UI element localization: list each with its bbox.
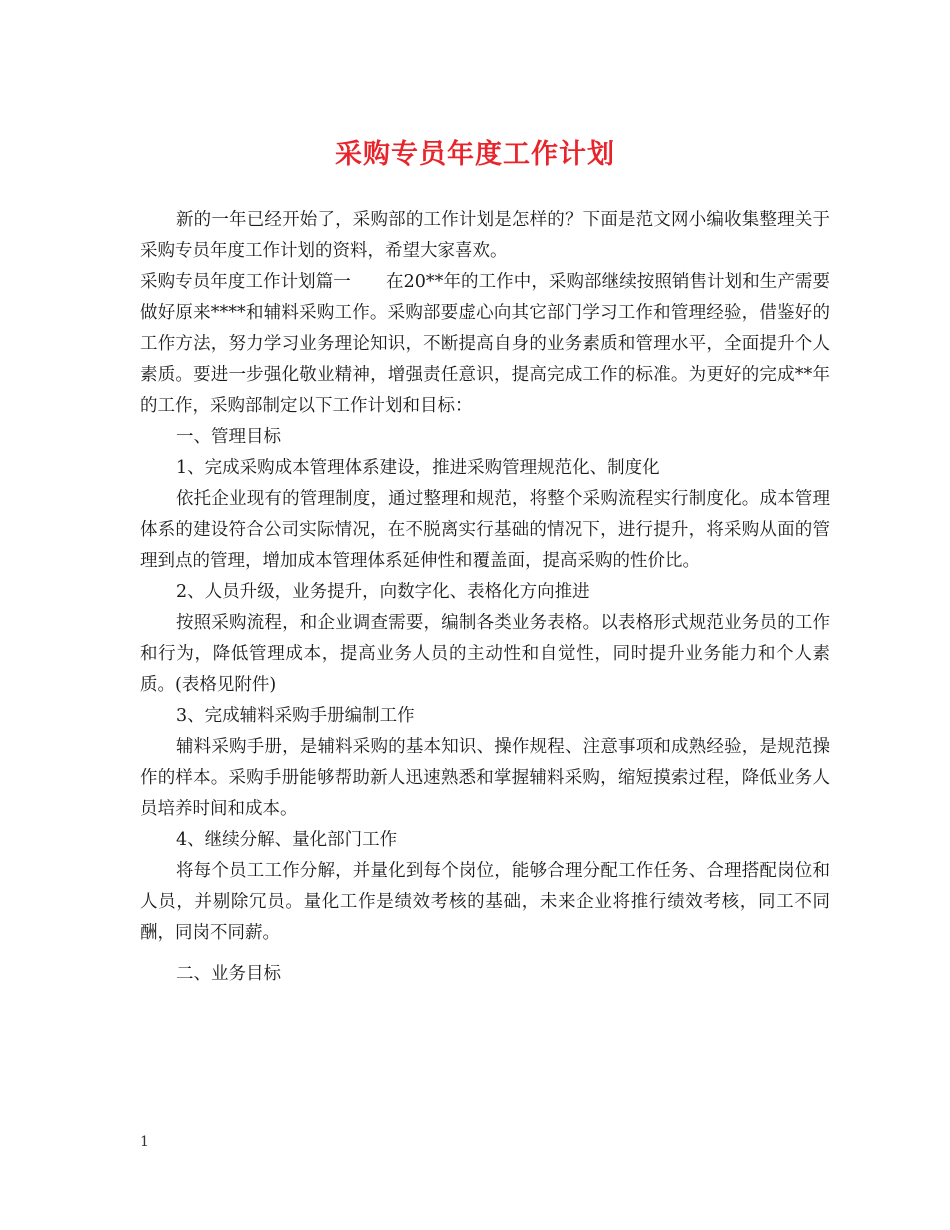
- page-number: 1: [140, 1134, 149, 1150]
- item-body-1: 依托企业现有的管理制度，通过整理和规范，将整个采购流程实行制度化。成本管理体系的建设符合公司实际情况，在不脱离实行基础的情况下，进行提升，将采购从面的管理到点的管理，增加成本管理体系延伸性和覆盖面，提高采购的性价比。: [140, 489, 830, 571]
- item-heading-4: 4、继续分解、量化部门工作: [176, 830, 398, 850]
- section-heading-management-goals: 一、管理目标: [176, 427, 281, 447]
- item-body-3: 辅料采购手册，是辅料采购的基本知识、操作规程、注意事项和成熟经验，是规范操作的样本。采购手册能够帮助新人迅速熟悉和掌握辅料采购，缩短摸索过程，降低业务人员培养时间和成本。: [140, 737, 830, 819]
- item-heading-3: 3、完成辅料采购手册编制工作: [176, 706, 415, 726]
- plan-intro-paragraph: 采购专员年度工作计划篇一 在20**年的工作中，采购部继续按照销售计划和生产需要做好原来****和辅料采购工作。采购部要虚心向其它部门学习工作和管理经验，借鉴好的工作方法，努力学习业务理论知识，不断提高自身的业务素质和管理水平，全面提升个人素质。要进一步强化敬业精神，增强责任意识，提高完成工作的标准。为更好的完成**年的工作，采购部制定以下工作计划和目标：: [140, 272, 830, 416]
- item-body-2: 按照采购流程，和企业调查需要，编制各类业务表格。以表格形式规范业务员的工作和行为，降低管理成本，提高业务人员的主动性和自觉性，同时提升业务能力和个人素质。(表格见附件): [140, 613, 830, 695]
- item-heading-1: 1、完成采购成本管理体系建设，推进采购管理规范化、制度化: [176, 458, 660, 478]
- intro-paragraph: 新的一年已经开始了，采购部的工作计划是怎样的？下面是范文网小编收集整理关于采购专员年度工作计划的资料，希望大家喜欢。: [140, 210, 830, 261]
- document-title: 采购专员年度工作计划: [335, 139, 615, 170]
- document-body: [140, 205, 830, 990]
- item-body-4: 将每个员工工作分解，并量化到每个岗位，能够合理分配工作任务、合理搭配岗位和人员，并剔除冗员。量化工作是绩效考核的基础，未来企业将推行绩效考核，同工不同酬，同岗不同薪。: [140, 861, 830, 943]
- section-heading-business-goals: 二、业务目标: [176, 964, 281, 984]
- item-heading-2: 2、人员升级，业务提升，向数字化、表格化方向推进: [176, 582, 590, 602]
